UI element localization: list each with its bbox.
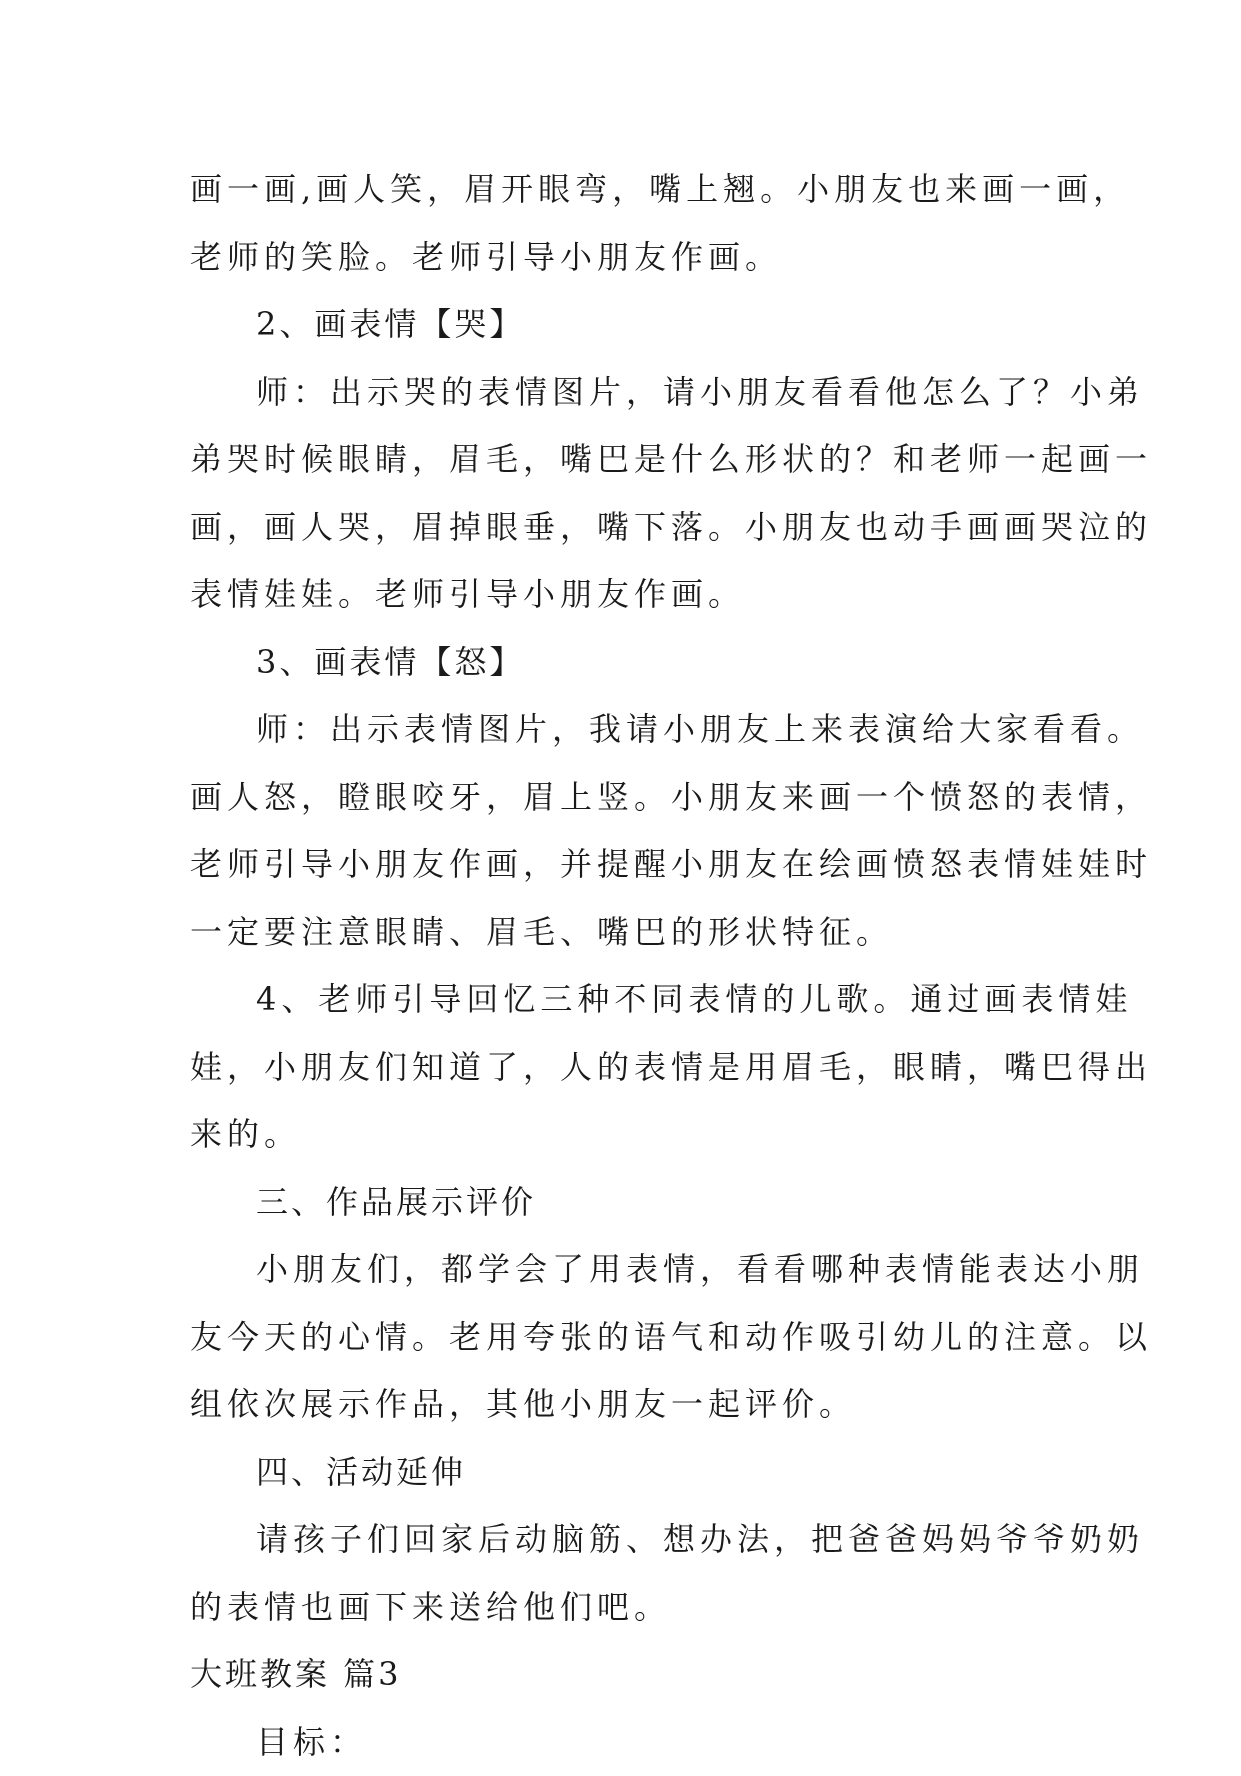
paragraph-line: 老师引导小朋友作画，并提醒小朋友在绘画愤怒表情娃娃时 (190, 831, 1070, 899)
paragraph-line: 老师的笑脸。老师引导小朋友作画。 (190, 224, 1070, 292)
paragraph-line: 来的。 (190, 1101, 1070, 1169)
paragraph-line: 小朋友们，都学会了用表情，看看哪种表情能表达小朋 (190, 1236, 1070, 1304)
paragraph-line: 表情娃娃。老师引导小朋友作画。 (190, 561, 1070, 629)
paragraph-line: 弟哭时候眼睛，眉毛，嘴巴是什么形状的？和老师一起画一 (190, 426, 1070, 494)
paragraph-line: 友今天的心情。老用夸张的语气和动作吸引幼儿的注意。以 (190, 1304, 1070, 1372)
paragraph-line: 娃，小朋友们知道了，人的表情是用眉毛，眼睛，嘴巴得出 (190, 1034, 1070, 1102)
paragraph-line: 画，画人哭，眉掉眼垂，嘴下落。小朋友也动手画画哭泣的 (190, 494, 1070, 562)
paragraph-line: 师：出示表情图片，我请小朋友上来表演给大家看看。 (190, 696, 1070, 764)
paragraph-line: 4、老师引导回忆三种不同表情的儿歌。通过画表情娃 (190, 966, 1070, 1034)
section-heading: 3、画表情【怒】 (190, 629, 1070, 697)
paragraph-line: 一定要注意眼睛、眉毛、嘴巴的形状特征。 (190, 899, 1070, 967)
paragraph-line: 画一画,画人笑，眉开眼弯，嘴上翘。小朋友也来画一画， (190, 156, 1070, 224)
paragraph-line: 的表情也画下来送给他们吧。 (190, 1574, 1070, 1642)
document-page (190, 156, 1070, 1776)
paragraph-line: 师：出示哭的表情图片，请小朋友看看他怎么了？小弟 (190, 359, 1070, 427)
paragraph-line: 组依次展示作品，其他小朋友一起评价。 (190, 1371, 1070, 1439)
section-heading: 2、画表情【哭】 (190, 291, 1070, 359)
document-title: 大班教案 篇3 (190, 1641, 1070, 1709)
paragraph-line: 画人怒，瞪眼咬牙，眉上竖。小朋友来画一个愤怒的表情， (190, 764, 1070, 832)
paragraph-line: 目标： (190, 1709, 1070, 1776)
section-heading: 四、活动延伸 (190, 1439, 1070, 1507)
paragraph-line: 请孩子们回家后动脑筋、想办法，把爸爸妈妈爷爷奶奶 (190, 1506, 1070, 1574)
section-heading: 三、作品展示评价 (190, 1169, 1070, 1237)
